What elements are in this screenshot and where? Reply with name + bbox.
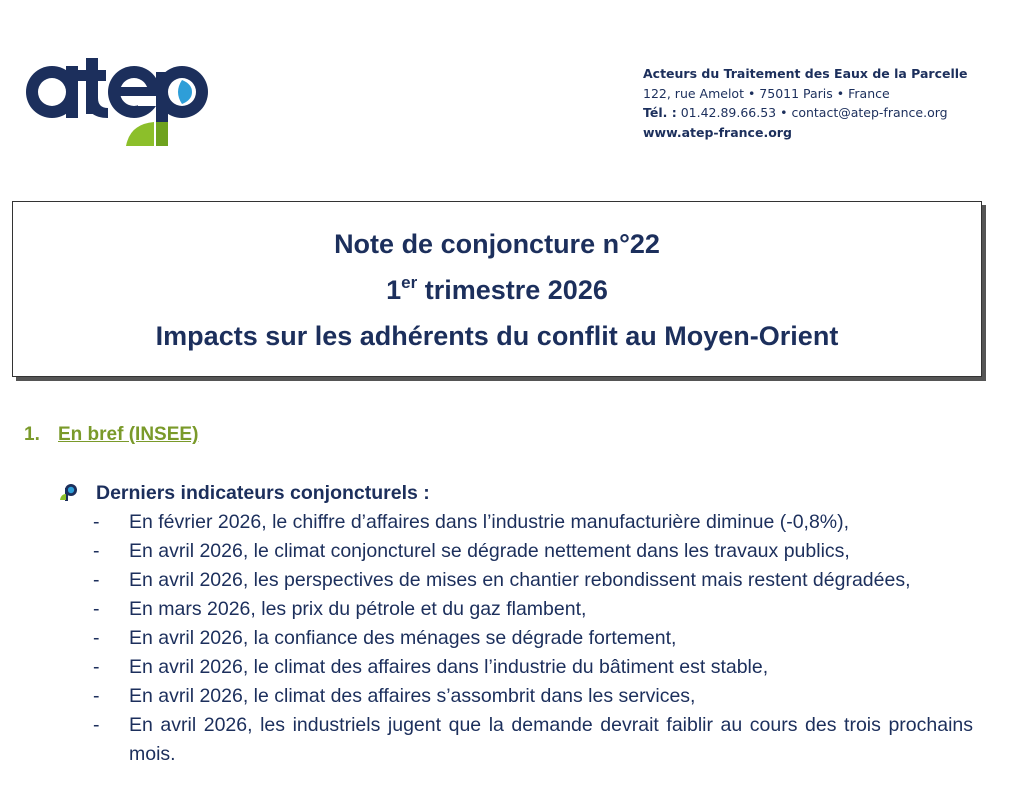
list-item bbox=[93, 566, 973, 595]
list-item bbox=[93, 711, 973, 769]
dash-marker: - bbox=[93, 511, 100, 533]
phone-and-email[interactable]: 01.42.89.66.53 • contact@atep-france.org bbox=[676, 105, 948, 120]
address: 122, rue Amelot • 75011 Paris • France bbox=[643, 85, 890, 101]
bullet-heading-text: Derniers indicateurs conjoncturels : bbox=[96, 482, 430, 504]
quarter-number: 1 bbox=[386, 275, 402, 305]
dash-marker: - bbox=[93, 540, 100, 562]
atep-logo-graphic bbox=[22, 58, 212, 150]
list-item-text: En avril 2026, le climat conjoncturel se dégrade nettement dans les travaux publics, bbox=[129, 540, 850, 562]
indicator-list bbox=[93, 508, 973, 769]
dash-marker: - bbox=[93, 627, 100, 649]
section-number: 1. bbox=[24, 424, 40, 445]
list-item-text: En avril 2026, les perspectives de mises en chantier rebondissent mais restent dégradées, bbox=[129, 569, 911, 591]
contact-block bbox=[643, 64, 968, 142]
list-item-text: En avril 2026, la confiance des ménages se dégrade fortement, bbox=[129, 627, 677, 649]
list-item-text: En avril 2026, le climat des affaires s’assombrit dans les services, bbox=[129, 685, 696, 707]
dash-marker: - bbox=[93, 598, 100, 620]
list-item bbox=[93, 537, 973, 566]
list-item-text: En février 2026, le chiffre d’affaires dans l’industrie manufacturière diminue (-0,8%), bbox=[129, 511, 850, 533]
quarter-text: trimestre 2026 bbox=[417, 275, 608, 305]
phone-line bbox=[643, 103, 968, 123]
dash-marker: - bbox=[93, 569, 100, 591]
dash-marker: - bbox=[93, 714, 100, 736]
section-heading bbox=[24, 424, 198, 446]
list-item bbox=[93, 653, 973, 682]
quarter-superscript: er bbox=[401, 273, 418, 292]
title-box bbox=[12, 201, 982, 377]
section-title: En bref (INSEE) bbox=[58, 424, 199, 445]
dash-marker: - bbox=[93, 656, 100, 678]
list-item bbox=[93, 682, 973, 711]
document-title: Note de conjoncture n°22 bbox=[334, 229, 660, 259]
phone-label: Tél. : bbox=[643, 105, 677, 120]
list-item bbox=[93, 595, 973, 624]
list-item-text: En mars 2026, les prix du pétrole et du gaz flambent, bbox=[129, 598, 587, 620]
quarter-title bbox=[13, 275, 981, 306]
list-item bbox=[93, 508, 973, 537]
list-item-text: En avril 2026, les industriels jugent que la demande devrait faiblir au cours des trois prochains mois. bbox=[129, 714, 973, 765]
dash-marker: - bbox=[93, 685, 100, 707]
atep-logo bbox=[22, 58, 212, 150]
organization-name: Acteurs du Traitement des Eaux de la Parcelle bbox=[643, 66, 968, 81]
document-subtitle: Impacts sur les adhérents du conflit au Moyen-Orient bbox=[155, 321, 839, 351]
website-link[interactable]: www.atep-france.org bbox=[643, 124, 792, 140]
list-item bbox=[93, 624, 973, 653]
list-item-text: En avril 2026, le climat des affaires dans l’industrie du bâtiment est stable, bbox=[129, 656, 769, 678]
atep-bullet-icon bbox=[60, 483, 78, 501]
